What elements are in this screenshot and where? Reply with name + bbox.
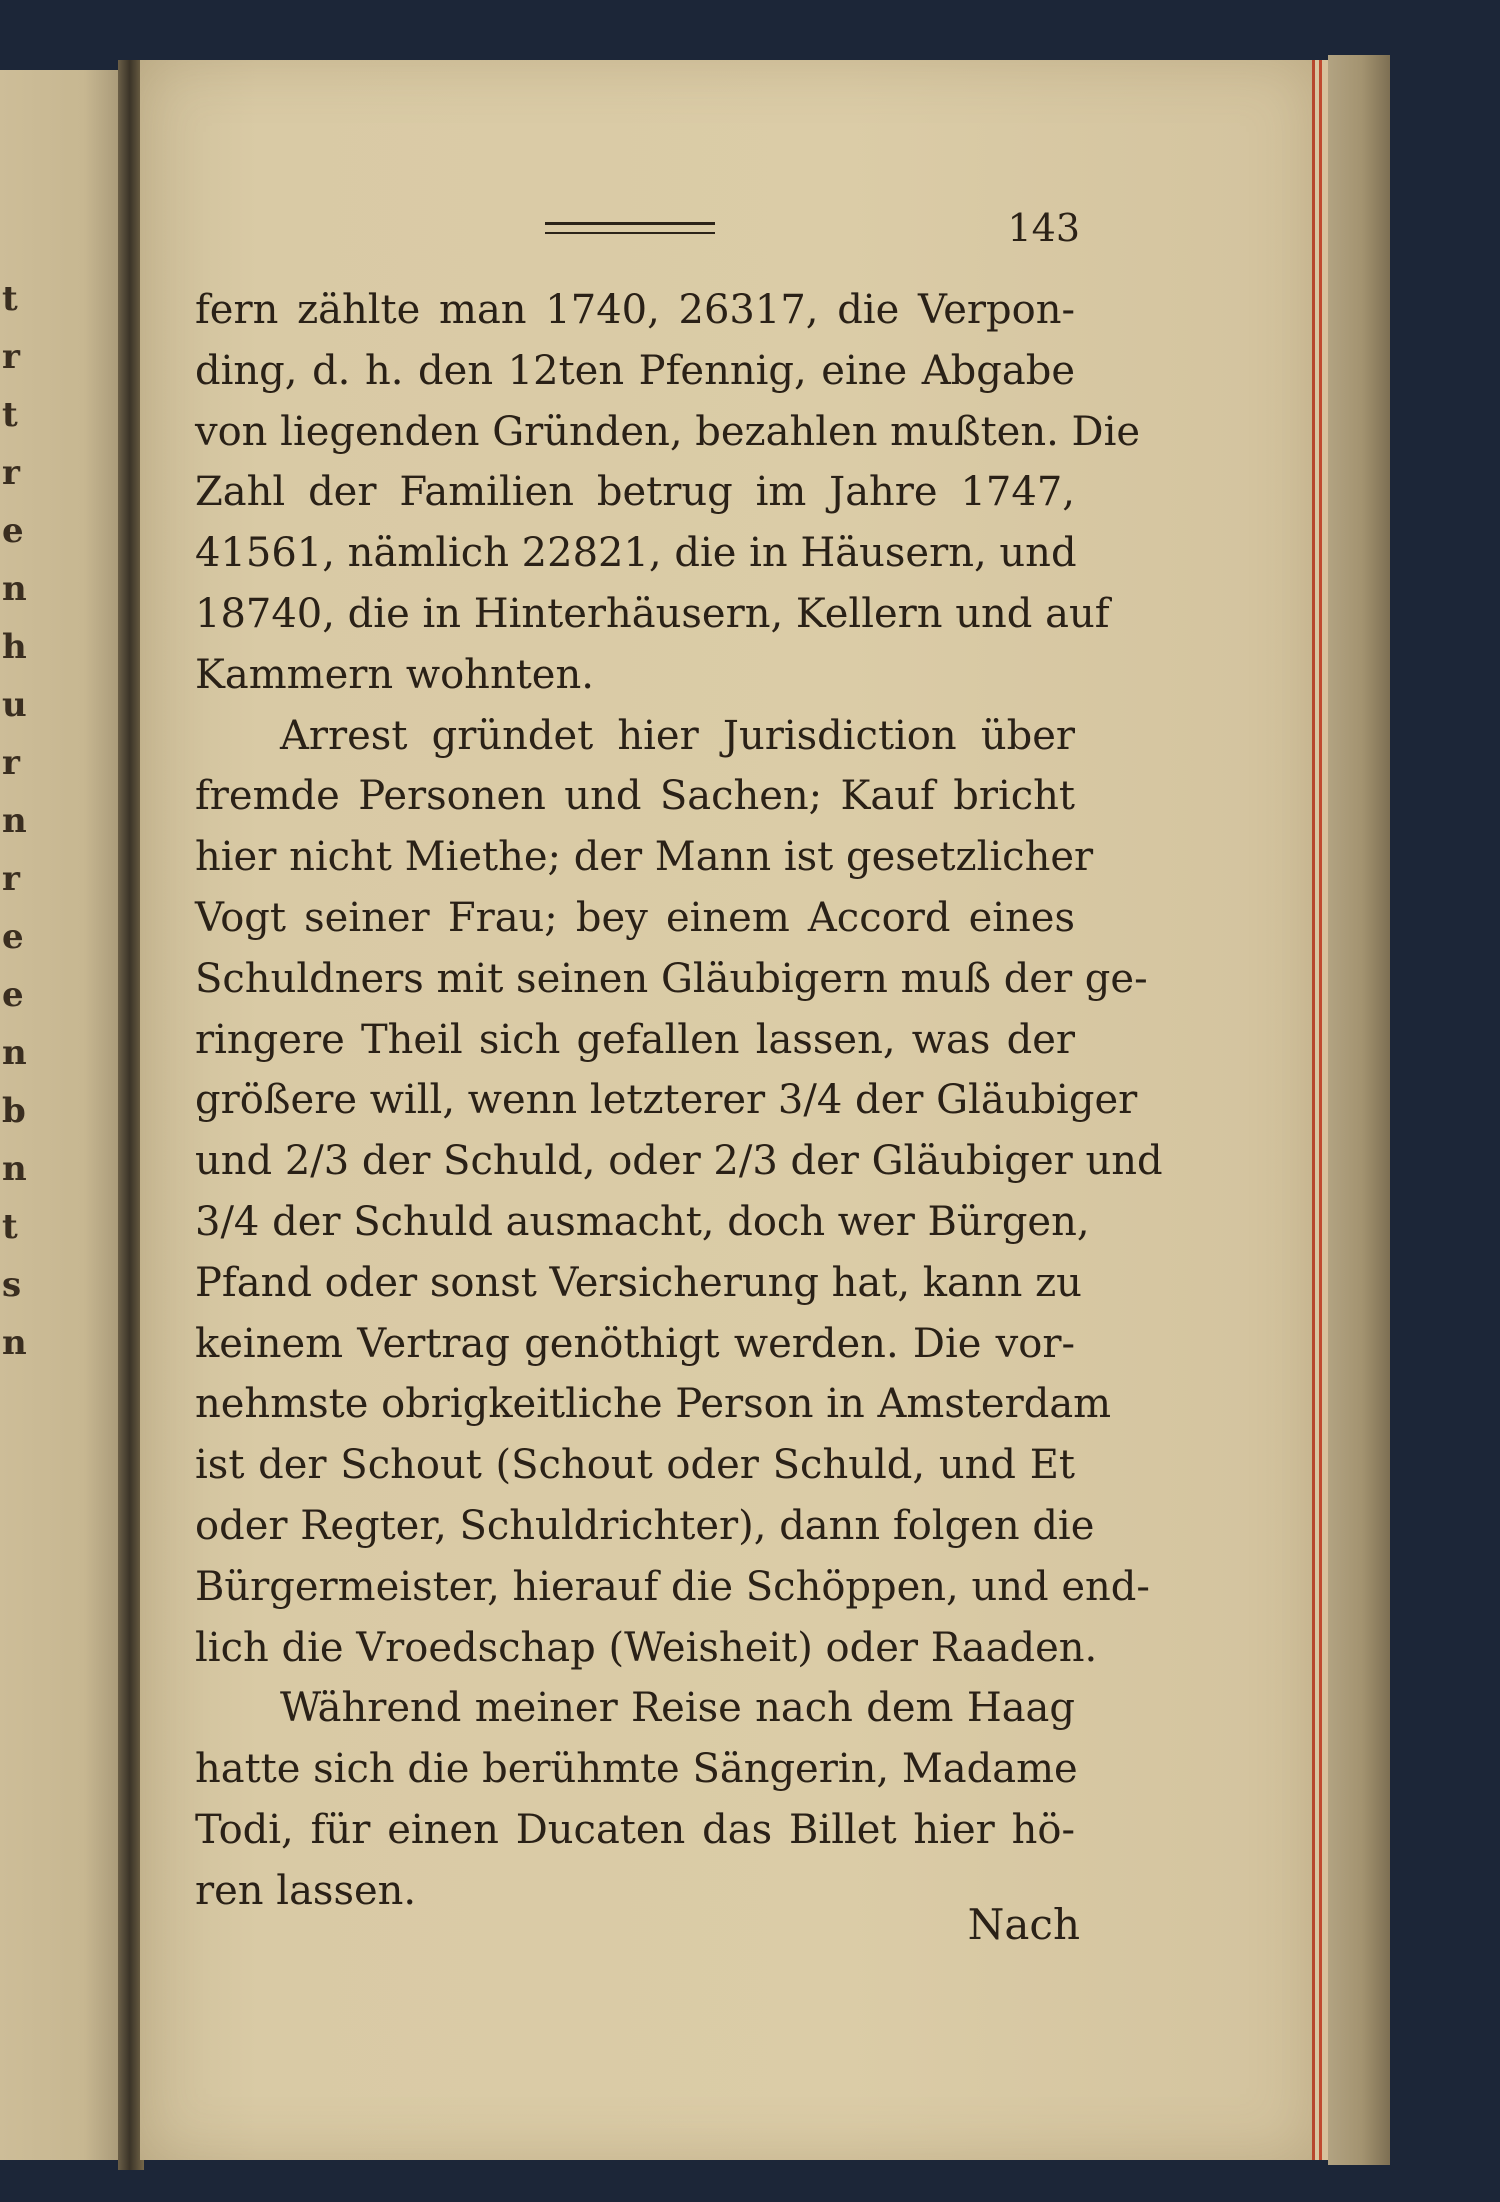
left-fragment: t xyxy=(2,395,18,435)
text-line: ren lassen. xyxy=(195,1867,417,1914)
text-line: fremde Personen und Sachen; Kauf bricht xyxy=(195,773,1075,820)
text-line: Arrest gründet hier Jurisdiction über xyxy=(280,712,1075,759)
left-fragment: t xyxy=(2,1207,18,1247)
text-line: Schuldners mit seinen Gläubigern muß der ge- xyxy=(195,955,1148,1002)
text-line: Während meiner Reise nach dem Haag xyxy=(280,1685,1075,1732)
left-page-edge xyxy=(0,70,120,2160)
text-line: ding, d. h. den 12ten Pfennig, eine Abgabe xyxy=(195,347,1075,394)
text-line: 3/4 der Schuld ausmacht, doch wer Bürgen, xyxy=(195,1198,1090,1245)
left-fragment: e xyxy=(2,917,24,957)
left-fragment: s xyxy=(2,1265,22,1305)
text-line: hatte sich die berühmte Sängerin, Madame xyxy=(195,1746,1078,1793)
text-line: nehmste obrigkeitliche Person in Amsterdam xyxy=(195,1381,1112,1428)
left-fragment: e xyxy=(2,511,24,551)
text-line: fern zählte man 1740, 26317, die Verpon- xyxy=(195,287,1075,333)
text-line: ringere Theil sich gefallen lassen, was der xyxy=(195,1016,1075,1063)
text-line: Kammern wohnten. xyxy=(195,651,594,698)
left-fragment: b xyxy=(2,1091,26,1131)
left-fragment: r xyxy=(2,337,20,377)
text-line: von liegenden Gründen, bezahlen mußten. Die xyxy=(195,408,1141,455)
left-fragment: r xyxy=(2,453,20,493)
page-number: 143 xyxy=(1007,206,1080,250)
text-line: größere will, wenn letzterer 3/4 der Gläubiger xyxy=(195,1077,1138,1124)
text-line: 18740, die in Hinterhäusern, Kellern und auf xyxy=(195,590,1110,637)
left-fragment: t xyxy=(2,279,18,319)
catchword: Nach xyxy=(967,1900,1080,1949)
book-cover-edge xyxy=(1328,55,1390,2165)
header-rule-thin xyxy=(545,232,715,234)
text-line: Todi, für einen Ducaten das Billet hier hö- xyxy=(195,1806,1075,1853)
text-line: ist der Schout (Schout oder Schuld, und Et xyxy=(195,1442,1075,1489)
text-line: oder Regter, Schuldrichter), dann folgen die xyxy=(195,1502,1095,1549)
header-rule xyxy=(545,222,715,225)
left-fragment: r xyxy=(2,859,20,899)
text-line: lich die Vroedschap (Weisheit) oder Raaden. xyxy=(195,1624,1098,1671)
text-line: keinem Vertrag genöthigt werden. Die vor- xyxy=(195,1320,1075,1367)
text-line: und 2/3 der Schuld, oder 2/3 der Gläubiger und xyxy=(195,1138,1163,1185)
left-fragment: n xyxy=(2,1149,27,1189)
left-page-fragments xyxy=(2,270,32,1372)
left-fragment: n xyxy=(2,1033,27,1073)
text-line: Vogt seiner Frau; bey einem Accord eines xyxy=(195,894,1075,941)
text-line: 41561, nämlich 22821, die in Häusern, und xyxy=(195,530,1077,577)
left-fragment: h xyxy=(2,627,27,667)
left-fragment: n xyxy=(2,569,27,609)
left-fragment: n xyxy=(2,1323,27,1363)
left-fragment: u xyxy=(2,685,27,725)
red-page-edge xyxy=(1312,60,1328,2160)
text-line: hier nicht Miethe; der Mann ist gesetzlicher xyxy=(195,834,1094,881)
left-fragment: e xyxy=(2,975,24,1015)
left-fragment: r xyxy=(2,743,20,783)
text-line: Pfand oder sonst Versicherung hat, kann zu xyxy=(195,1259,1082,1306)
body-text xyxy=(195,280,1163,1922)
text-line: Bürgermeister, hierauf die Schöppen, und end- xyxy=(195,1563,1150,1610)
left-fragment: n xyxy=(2,801,27,841)
text-line: Zahl der Familien betrug im Jahre 1747, xyxy=(195,469,1075,516)
